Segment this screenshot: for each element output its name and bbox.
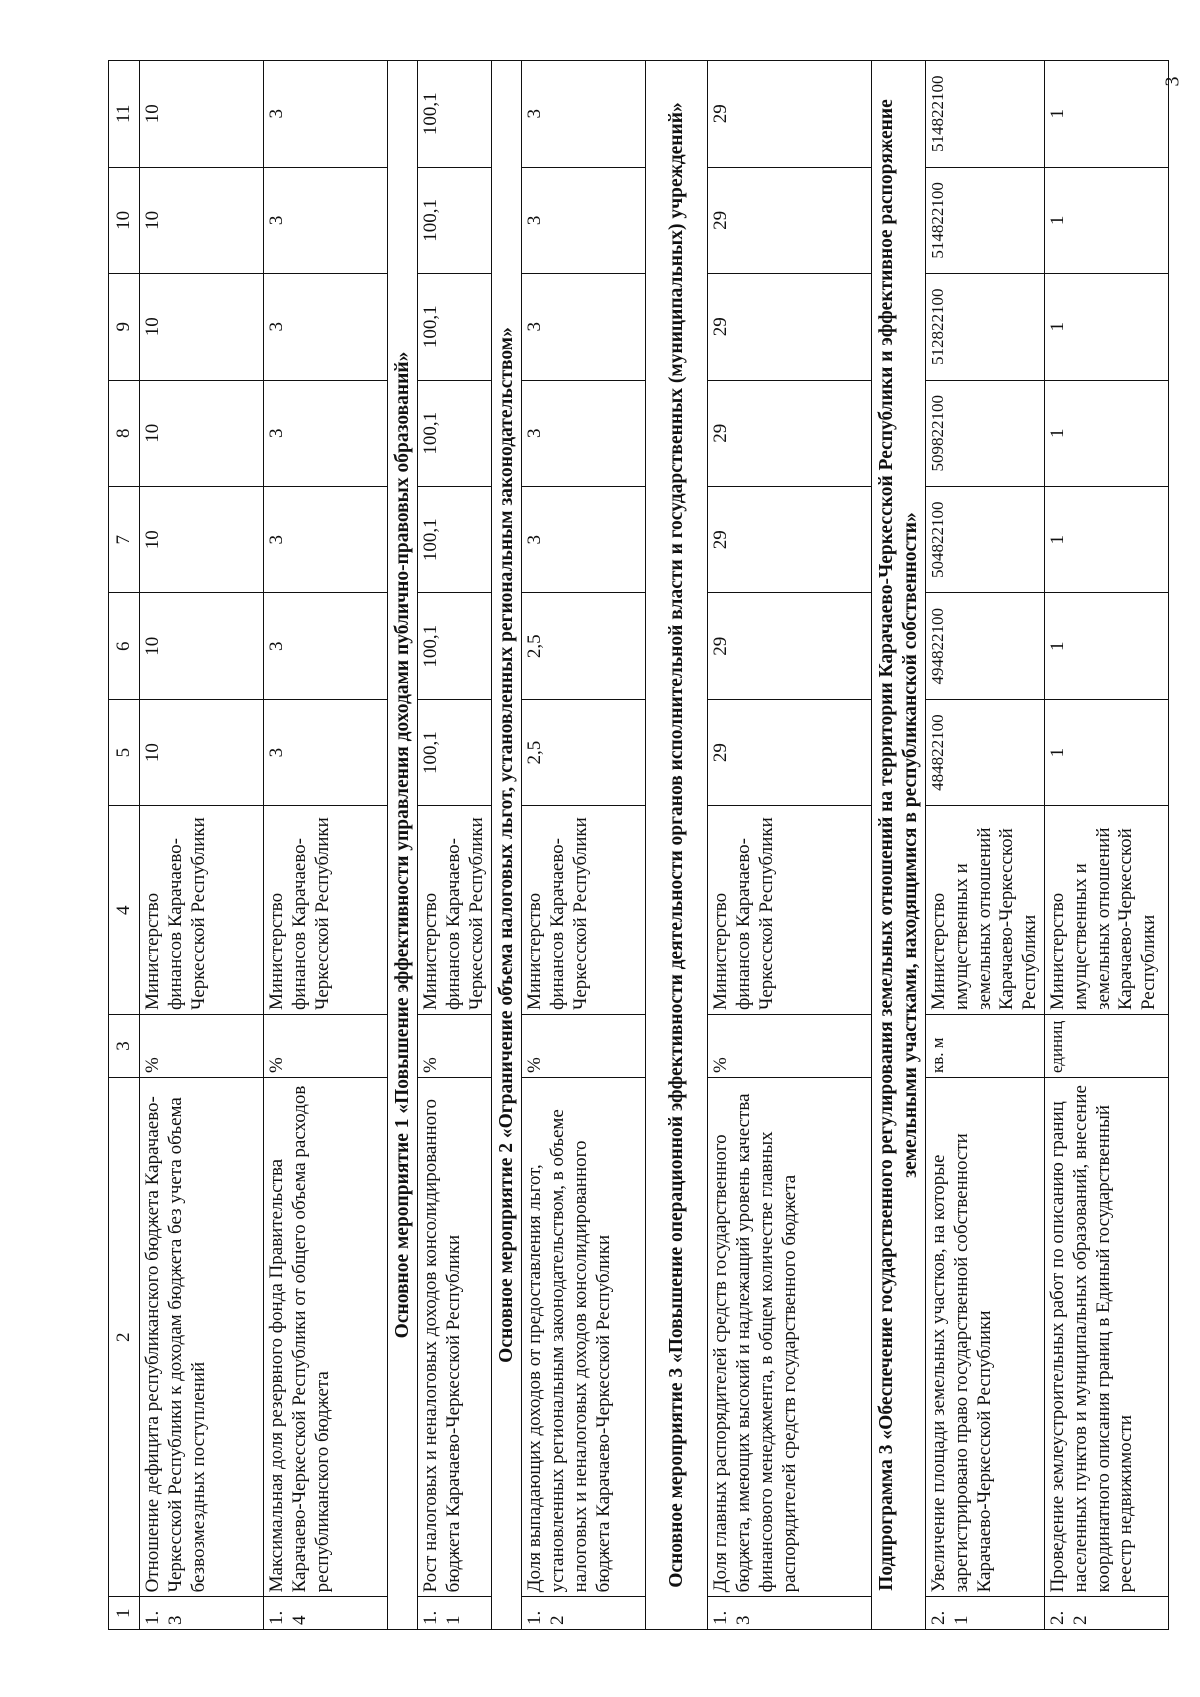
value-cell: 100,1 [418, 593, 491, 699]
unit-cell: % [264, 1015, 388, 1078]
value-cell: 509822100 [925, 380, 1044, 486]
indicator-name-cell: Увеличение площади земельных участков, на которые зарегистрировано право государственной собственности Карачаево-Черкесской Республики [925, 1078, 1044, 1597]
page-number: 3 [1161, 76, 1184, 87]
responsible-org-cell: Министерство финансов Карачаево-Черкесской Республики [708, 806, 872, 1015]
table-body [140, 61, 1169, 1630]
value-cell: 100,1 [418, 167, 491, 273]
table-row [264, 61, 388, 1630]
value-cell: 3 [522, 380, 646, 486]
table-row [925, 61, 1044, 1630]
value-cell: 29 [708, 380, 872, 486]
section-title: Подпрограмма 3 «Обеспечение государственного регулирования земельных отношений на территории Карачаево-Черкесской Республики и эффективное распоряжение земельными участками, находящимися в республиканской собственности» [872, 61, 926, 1630]
value-cell: 3 [264, 167, 388, 273]
value-cell: 1 [1044, 380, 1168, 486]
value-cell: 10 [140, 593, 264, 699]
value-cell: 1 [1044, 61, 1168, 168]
value-cell: 3 [264, 699, 388, 805]
value-cell: 100,1 [418, 61, 491, 168]
unit-cell: кв. м [925, 1015, 1044, 1078]
value-cell: 29 [708, 699, 872, 805]
table-row [522, 61, 646, 1630]
table-row [708, 61, 872, 1630]
column-header: 1 [109, 1597, 140, 1630]
value-cell: 29 [708, 274, 872, 380]
column-header: 4 [109, 806, 140, 1015]
value-cell: 10 [140, 699, 264, 805]
value-cell: 1 [1044, 274, 1168, 380]
value-cell: 100,1 [418, 274, 491, 380]
responsible-org-cell: Министерство имущественных и земельных отношений Карачаево-Черкесской Республики [925, 806, 1044, 1015]
value-cell: 484822100 [925, 699, 1044, 805]
indicators-table [108, 60, 1169, 1630]
column-header: 9 [109, 274, 140, 380]
table-row [140, 61, 264, 1630]
column-header: 10 [109, 167, 140, 273]
column-header: 6 [109, 593, 140, 699]
value-cell: 1 [1044, 487, 1168, 593]
responsible-org-cell: Министерство имущественных и земельных отношений Карачаево-Черкесской Республики [1044, 806, 1168, 1015]
indicator-name-cell: Отношение дефицита республиканского бюджета Карачаево-Черкесской Республики к доходам бюджета без учета объема безвозмездных поступлений [140, 1078, 264, 1597]
row-number-cell: 1.4 [264, 1597, 388, 1630]
responsible-org-cell: Министерство финансов Карачаево-Черкесской Республики [522, 806, 646, 1015]
value-cell: 1 [1044, 593, 1168, 699]
indicator-name-cell: Рост налоговых и неналоговых доходов консолидированного бюджета Карачаево-Черкесской Республики [418, 1078, 491, 1597]
value-cell: 29 [708, 167, 872, 273]
rotated-page [108, 60, 1188, 1630]
value-cell: 2,5 [522, 593, 646, 699]
section-title: Основное мероприятие 2 «Ограничение объема налоговых льгот, установленных региональным законодательством» [491, 61, 521, 1630]
value-cell: 29 [708, 61, 872, 168]
value-cell: 100,1 [418, 699, 491, 805]
row-number-cell: 2.1 [925, 1597, 1044, 1630]
column-header: 11 [109, 61, 140, 168]
value-cell: 3 [264, 487, 388, 593]
unit-cell: % [522, 1015, 646, 1078]
row-number-cell: 1.3 [140, 1597, 264, 1630]
value-cell: 494822100 [925, 593, 1044, 699]
column-header: 7 [109, 487, 140, 593]
responsible-org-cell: Министерство финансов Карачаево-Черкесской Республики [418, 806, 491, 1015]
table-row [1044, 61, 1168, 1630]
row-number-cell: 1.1 [418, 1597, 491, 1630]
value-cell: 10 [140, 61, 264, 168]
section-row [491, 61, 521, 1630]
value-cell: 3 [264, 380, 388, 486]
section-title: Основное мероприятие 3 «Повышение операционной эффективности деятельности органов исполнительной власти и государственных (муниципальных) учреждений» [646, 61, 708, 1630]
value-cell: 29 [708, 487, 872, 593]
responsible-org-cell: Министерство финансов Карачаево-Черкесской Республики [264, 806, 388, 1015]
section-row [872, 61, 926, 1630]
unit-cell: % [708, 1015, 872, 1078]
table-header [109, 61, 140, 1630]
value-cell: 504822100 [925, 487, 1044, 593]
value-cell: 10 [140, 274, 264, 380]
value-cell: 3 [264, 593, 388, 699]
section-row [388, 61, 418, 1630]
section-row [646, 61, 708, 1630]
value-cell: 29 [708, 593, 872, 699]
value-cell: 512822100 [925, 274, 1044, 380]
value-cell: 100,1 [418, 380, 491, 486]
value-cell: 100,1 [418, 487, 491, 593]
value-cell: 2,5 [522, 699, 646, 805]
column-header: 3 [109, 1015, 140, 1078]
row-number-cell: 1.2 [522, 1597, 646, 1630]
indicator-name-cell: Максимальная доля резервного фонда Правительства Карачаево-Черкесской Республики от общего объема расходов республиканского бюджета [264, 1078, 388, 1597]
unit-cell: единиц [1044, 1015, 1168, 1078]
value-cell: 10 [140, 167, 264, 273]
column-header: 5 [109, 699, 140, 805]
value-cell: 1 [1044, 167, 1168, 273]
responsible-org-cell: Министерство финансов Карачаево-Черкесской Республики [140, 806, 264, 1015]
value-cell: 1 [1044, 699, 1168, 805]
section-title: Основное мероприятие 1 «Повышение эффективности управления доходами публично-правовых образований» [388, 61, 418, 1630]
column-header: 2 [109, 1078, 140, 1597]
value-cell: 514822100 [925, 61, 1044, 168]
value-cell: 3 [522, 61, 646, 168]
value-cell: 3 [522, 487, 646, 593]
value-cell: 514822100 [925, 167, 1044, 273]
row-number-cell: 2.2 [1044, 1597, 1168, 1630]
indicator-name-cell: Проведение землеустроительных работ по описанию границ населенных пунктов и муниципальных образований, внесение координатного описания границ в Единый государственный реестр недвижимости [1044, 1078, 1168, 1597]
value-cell: 3 [264, 274, 388, 380]
table-row [418, 61, 491, 1630]
value-cell: 3 [264, 61, 388, 168]
indicator-name-cell: Доля выпадающих доходов от предоставления льгот, установленных региональным законодательством, в объеме налоговых и неналоговых доходов консолидированного бюджета Карачаево-Черкесской Республики [522, 1078, 646, 1597]
value-cell: 3 [522, 274, 646, 380]
indicator-name-cell: Доля главных распорядителей средств государственного бюджета, имеющих высокий и надлежащий уровень качества финансового менеджмента, в общем количестве главных распорядителей средств государственного бюджета [708, 1078, 872, 1597]
unit-cell: % [140, 1015, 264, 1078]
value-cell: 3 [522, 167, 646, 273]
column-header: 8 [109, 380, 140, 486]
value-cell: 10 [140, 380, 264, 486]
value-cell: 10 [140, 487, 264, 593]
unit-cell: % [418, 1015, 491, 1078]
row-number-cell: 1.3 [708, 1597, 872, 1630]
